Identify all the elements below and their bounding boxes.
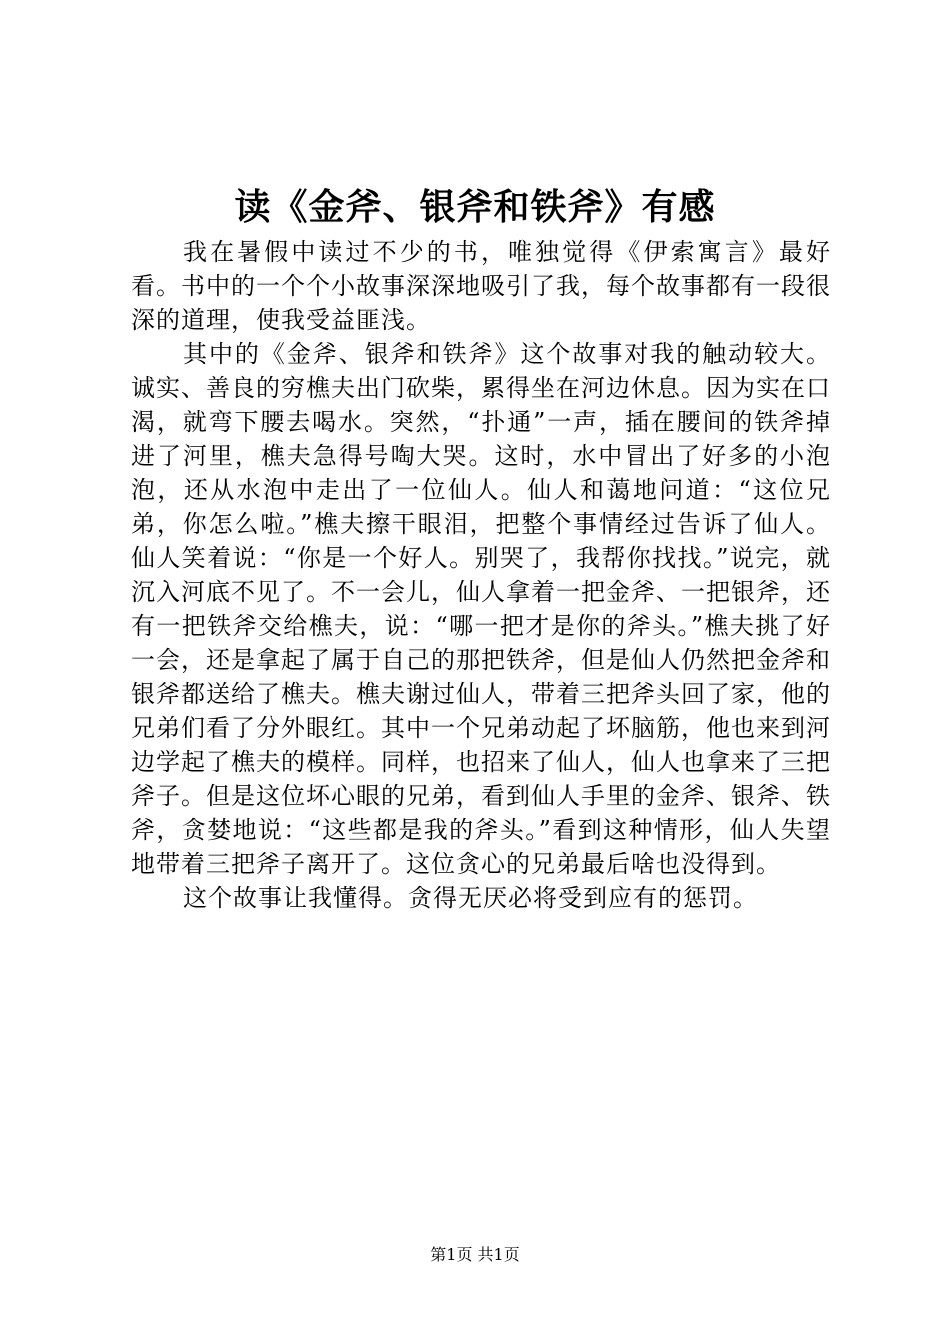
- paragraph-1: 我在暑假中读过不少的书，唯独觉得《伊索寓言》最好看。书中的一个个小故事深深地吸引了我，每个故事都有一段很深的道理，使我受益匪浅。: [131, 238, 831, 334]
- paragraph-3: 这个故事让我懂得。贪得无厌必将受到应有的惩罚。: [183, 884, 758, 912]
- document-body: [131, 235, 831, 915]
- paragraph-2: 其中的《金斧、银斧和铁斧》这个故事对我的触动较大。诚实、善良的穷樵夫出门砍柴，累得坐在河边休息。因为实在口渴，就弯下腰去喝水。突然，“扑通”一声，插在腰间的铁斧掉进了河里，樵夫急得号啕大哭。这时，水中冒出了好多的小泡泡，还从水泡中走出了一位仙人。仙人和蔼地问道：“这位兄弟，你怎么啦。”樵夫擦干眼泪，把整个事情经过告诉了仙人。仙人笑着说：“你是一个好人。别哭了，我帮你找找。”说完，就沉入河底不见了。不一会儿，仙人拿着一把金斧、一把银斧，还有一把铁斧交给樵夫，说：“哪一把才是你的斧头。”樵夫挑了好一会，还是拿起了属于自己的那把铁斧，但是仙人仍然把金斧和银斧都送给了樵夫。樵夫谢过仙人，带着三把斧头回了家，他的兄弟们看了分外眼红。其中一个兄弟动起了坏脑筋，他也来到河边学起了樵夫的模样。同样，也招来了仙人，仙人也拿来了三把斧子。但是这位坏心眼的兄弟，看到仙人手里的金斧、银斧、铁斧，贪婪地说：“这些都是我的斧头。”看到这种情形，仙人失望地带着三把斧子离开了。这位贪心的兄弟最后啥也没得到。: [131, 340, 831, 878]
- page-footer: 第1页 共1页: [430, 1245, 520, 1264]
- document-title: 读《金斧、银斧和铁斧》有感: [234, 186, 716, 228]
